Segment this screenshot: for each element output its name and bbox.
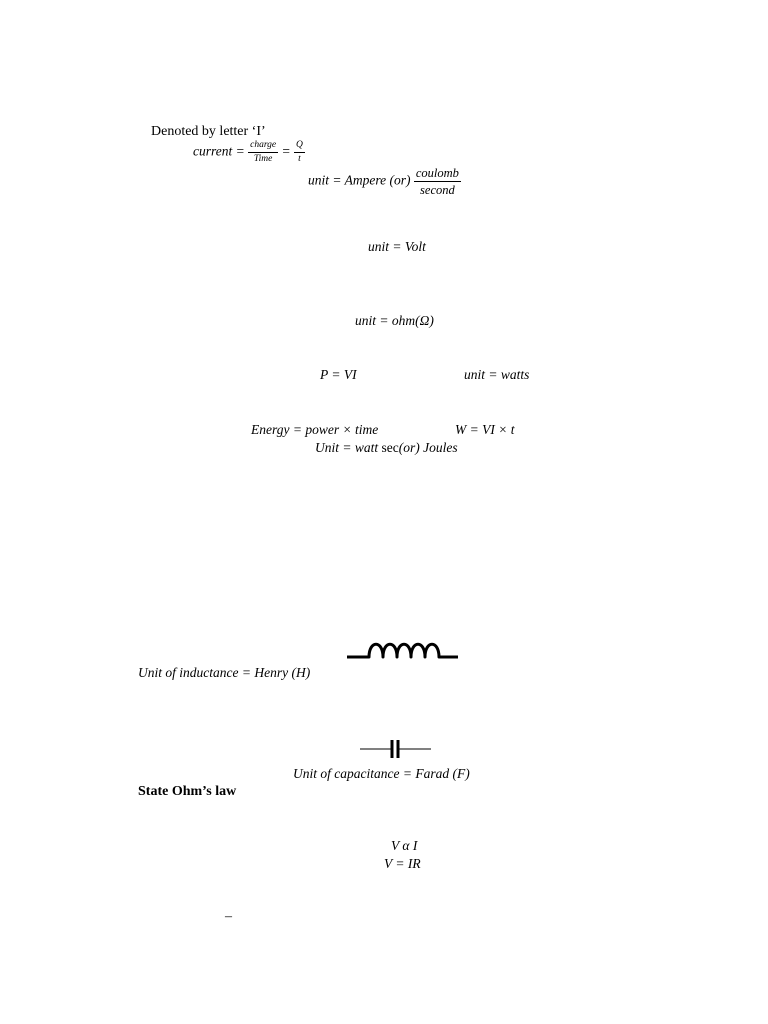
capacitor-icon <box>360 739 432 759</box>
fraction-denominator-second: second <box>420 182 455 197</box>
stray-dash: – <box>225 909 232 924</box>
current-formula <box>193 141 305 164</box>
current-unit-formula <box>308 167 461 196</box>
charge-over-time-fraction <box>248 141 278 164</box>
current-unit-prefix: unit = Ampere <box>308 172 390 188</box>
power-formula: P = VI <box>320 367 357 382</box>
power-unit-formula: unit = watts <box>464 367 530 382</box>
inductance-unit-formula: Unit of inductance = Henry (H) <box>138 665 311 680</box>
energy-unit-sec: sec <box>381 440 399 455</box>
energy-unit-formula <box>315 440 458 456</box>
fraction-numerator-q: Q <box>294 141 305 153</box>
ohms-law-heading: State Ohm’s law <box>138 784 237 799</box>
current-unit-or: (or) <box>389 172 411 188</box>
energy-formula: Energy = power × time <box>251 422 379 437</box>
coulomb-over-second-fraction <box>414 167 461 196</box>
current-formula-lhs: current = <box>193 143 249 159</box>
inductor-coil-icon <box>347 636 459 660</box>
fraction-denominator-time: Time <box>253 153 273 164</box>
fraction-numerator-charge: charge <box>248 141 278 153</box>
current-formula-equals: = <box>281 143 295 159</box>
energy-w-formula: W = VI × t <box>455 422 515 437</box>
q-over-t-fraction <box>294 141 305 164</box>
resistance-unit-formula: unit = ohm(Ω) <box>355 313 434 328</box>
energy-unit-part-a: Unit = watt <box>315 440 382 455</box>
voltage-unit-formula: unit = Volt <box>368 239 426 254</box>
fraction-numerator-coulomb: coulomb <box>415 166 459 180</box>
energy-unit-part-b: (or) Joules <box>398 440 458 455</box>
current-denoted-text: Denoted by letter ‘I’ <box>151 124 266 139</box>
ohms-law-formula: V = IR <box>384 856 421 871</box>
fraction-denominator-t: t <box>298 153 301 164</box>
ohms-law-proportionality: V α I <box>391 838 418 853</box>
capacitance-unit-formula: Unit of capacitance = Farad (F) <box>293 766 470 781</box>
